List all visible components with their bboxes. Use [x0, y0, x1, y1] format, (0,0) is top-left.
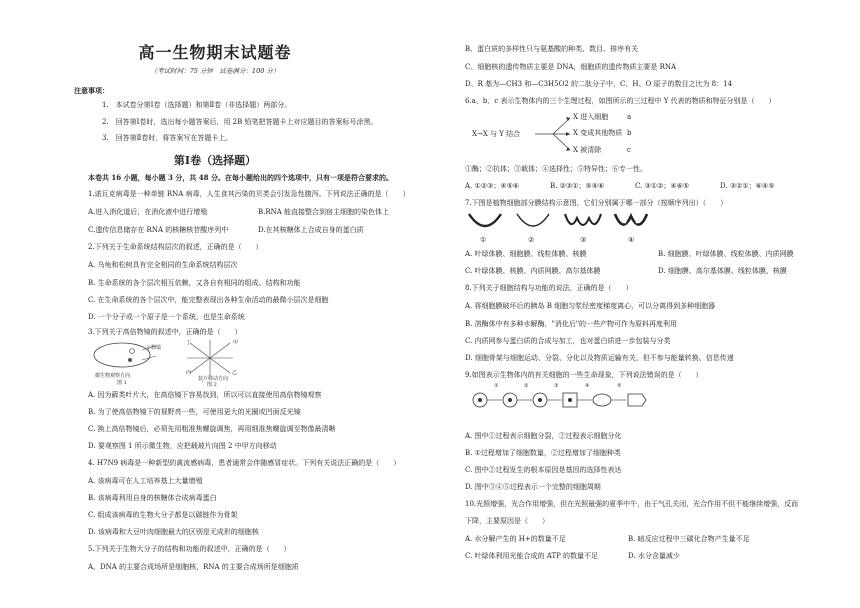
option: C. 内质网参与蛋白质的合成与加工，也对蛋白质进一步包装与分类 — [465, 337, 671, 345]
option: A. 图中①过程表示细胞分裂，②过程表示细胞分化 — [465, 432, 622, 440]
option: B. ①过程增加了细胞数量，②过程增加了细胞种类 — [465, 449, 621, 457]
option: A. ①②③；④⑤⑥ — [465, 182, 520, 190]
option: A. 水分解产生的 H+的数量不足 — [465, 535, 566, 543]
option: B.RNA 能直接整合到宿主细胞的染色体上 — [258, 208, 390, 216]
exam-info: （考试时间：75 分钟 试卷满分：100 分） — [150, 67, 280, 75]
option: A、DNA 的主要合成场所是细胞核，RNA 的主要合成场所是细胞质 — [88, 563, 299, 571]
option: D. 图中③④⑤过程表示一个完整的细胞周期 — [465, 483, 601, 491]
membrane-label: ④ — [628, 236, 635, 244]
cell-step: ② — [524, 383, 529, 389]
option: C.遗传信息储存在 RNA 的核糖核苷酸序列中 — [88, 226, 229, 234]
option: D. 细胞骨架与细胞运动、分裂、分化以及物质运输有关，但不参与能量转换、信息传递 — [465, 354, 734, 362]
membrane-label: ① — [480, 236, 487, 244]
option: C. 换上高倍物镜后，必须先用粗准焦螺旋调焦，再用细准焦螺旋调至物像最清晰 — [88, 425, 336, 433]
note-item: 2. 回答第Ⅰ卷时，选出每小题答案后，用 2B 铅笔把答题卡上对应题目的答案标号涂黑。 — [102, 118, 378, 126]
option: D. 细胞膜、高尔基体膜、线粒体膜、核膜 — [658, 267, 787, 275]
option: A. 该病毒可在人工培养基上大量增殖 — [88, 477, 203, 485]
option: D. 一个分子或一个原子是一个系统，也是生命系统 — [88, 313, 245, 321]
option: D、R 基为—CH3 和—C3H5O2 的二肽分子中，C、H、O 原子的数目之比为 8：14 — [465, 80, 733, 88]
process-tag: c — [627, 146, 631, 154]
section-title: 第Ⅰ卷（选择题） — [173, 154, 257, 167]
process-branch: X 变成其他物质 — [573, 129, 623, 137]
note-item: 3. 回答第Ⅱ卷时，将答案写在答题卡上。 — [102, 134, 233, 142]
section-intro: 本卷共 16 小题，每小题 3 分，共 48 分。在每小题给出的四个选项中，只有一项是符合要求的。 — [88, 173, 393, 182]
option: A.进入消化道后，在消化液中进行增殖 — [88, 208, 208, 216]
option: C. 组成该病毒的生物大分子都是以碳链作为骨架 — [88, 511, 238, 519]
option: B. 为了使高倍物镜下的视野亮一些，可使用更大的光圈或凹面反光镜 — [88, 408, 301, 416]
cell-step: ⑤ — [617, 383, 622, 389]
option: B. 细胞膜、叶绿体膜、线粒体膜、内质网膜 — [658, 250, 794, 258]
option: A. 乌龟和松树具有完全相同的生命系统结构层次 — [88, 261, 238, 269]
option: C. ③①②；④⑥⑤ — [635, 182, 690, 190]
option: D. 要观察图 1 所示微生物，应把载玻片向图 2 中甲方向移动 — [88, 442, 277, 450]
process-tag: a — [627, 113, 632, 121]
fig2-dir: 乙 — [232, 370, 238, 376]
option: B. 暗反应过程中三碳化合物产生量不足 — [628, 535, 750, 543]
option: B. 生命系统的各个层次相互依赖，又各自有相同的组成、结构和功能 — [88, 279, 301, 287]
option: C. 叶绿体膜、核膜、内质网膜、高尔基体膜 — [465, 267, 601, 275]
question-10: 10.光照增强，光合作用增强，但在光照最强的夏季中午，由于气孔关闭，光合作用不但不能继续增强，反而 — [465, 500, 799, 508]
question-1: 1.诺瓦克病毒是一种单链 RNA 病毒，人生食其污染的贝类会引发急性腹泻。下列说法正确的是（ ） — [88, 190, 410, 198]
cell-process-figure — [468, 386, 668, 420]
option: B. 该病毒利用自身的核糖体合成病毒蛋白 — [88, 494, 217, 502]
option: A. 将细胞膜破坏后的胰岛 B 细胞匀浆经密度梯度离心，可以分离得到多种细胞器 — [465, 302, 716, 310]
question-2: 2.下列关于生命系统结构层次的叙述，正确的是（ ） — [88, 243, 263, 251]
process-source: X→X 与 Y 结合 — [472, 130, 521, 138]
option: C. 图中②过程发生的根本原因是基因的选择性表达 — [465, 466, 622, 474]
question-3: 3.下列关于高倍物镜的叙述中，正确的是（ ） — [88, 328, 242, 336]
option: B. 溶酶体中有多种水解酶，"消化后"的一些产物可作为原料再度利用 — [465, 320, 678, 328]
cell-step: ④ — [585, 383, 590, 389]
fig2-dir: 甲 — [233, 340, 239, 346]
cell-step: ① — [494, 383, 499, 389]
process-branch: X 被清除 — [573, 146, 602, 154]
question-5: 5.下列关于生物大分子的结构和功能的叙述中，正确的是（ ） — [88, 545, 291, 553]
answer-key: ①酶；②抗体；③载体；④选择性；⑤特异性；⑥专一性。 — [465, 165, 647, 173]
process-branch: X 进入细胞 — [573, 113, 609, 121]
membrane-figure — [465, 208, 655, 238]
fig2-caption: 图 2 — [207, 382, 217, 388]
option: C. 叶绿体利用光能合成的 ATP 的数量不足 — [465, 552, 599, 560]
notes-heading: 注意事项： — [74, 86, 109, 95]
option: D. 水分含量减少 — [628, 552, 680, 560]
option: C. 在生命系统的各个层次中，能完整表现出各种生命活动的最微小层次是细胞 — [88, 296, 329, 304]
option: B、蛋白质的多样性只与氨基酸的种类、数目、排序有关 — [465, 45, 639, 53]
question-7: 7.下图是植物细胞部分膜结构示意图，它们分别属于哪一部分（按顺序列出）（ ） — [465, 199, 728, 207]
option: A. 叶绿体膜、细胞膜、线粒体膜、核膜 — [465, 250, 587, 258]
membrane-label: ② — [528, 236, 535, 244]
option: D. 该病毒和大豆叶肉细胞最大的区别是无成形的细胞核 — [88, 528, 259, 536]
page-title: 高一生物期末试题卷 — [138, 43, 292, 62]
question-6: 6.a、b、c 表示生物体内的三个生理过程，如图所示的三过程中 Y 代表的物质和特征分别是（ ） — [465, 97, 776, 105]
membrane-label: ③ — [580, 236, 587, 244]
fig2-dir: 丙 — [186, 370, 192, 376]
option: C、细胞核的遗传物质主要是 DNA，细胞质的遗传物质主要是 RNA — [465, 63, 677, 71]
fig2-dir: 丁 — [186, 340, 192, 346]
option: A. 因为藓类叶片大，在高倍镜下容易找到，所以可以直接使用高倍物镜观察 — [88, 391, 322, 399]
question-10-cont: 下降，主要原因是（ ） — [465, 517, 549, 525]
question-4: 4. H7N9 病毒是一种新型的禽流感病毒，患者通常会伴随感冒症状。下列有关说法正确的是（ ） — [88, 459, 401, 467]
question-9: 9.如图表示生物体内的有关细胞的一些生命现象，下列说法错误的是（ ） — [465, 371, 703, 379]
option: D.在其核糖体上合成自身的蛋白质 — [258, 226, 364, 234]
cell-step: ③ — [554, 383, 559, 389]
fig1-label: 微生物观察方向 — [95, 373, 131, 379]
fig1-caption: 图 1 — [117, 380, 127, 386]
fig2-label: 装片移动方向 — [198, 376, 229, 382]
note-item: 1. 本试卷分第Ⅰ卷（选择题）和第Ⅱ卷（非选择题）两部分。 — [102, 101, 292, 109]
process-tag: b — [627, 129, 632, 137]
question-8: 8.下列关于细胞结构与功能的说法，正确的是（ ） — [465, 284, 633, 292]
fig1-note: 示物镜 — [146, 345, 162, 351]
option: B. ②③①；⑤④⑥ — [550, 182, 605, 190]
option: D. ③②①；⑥④⑤ — [720, 182, 775, 190]
